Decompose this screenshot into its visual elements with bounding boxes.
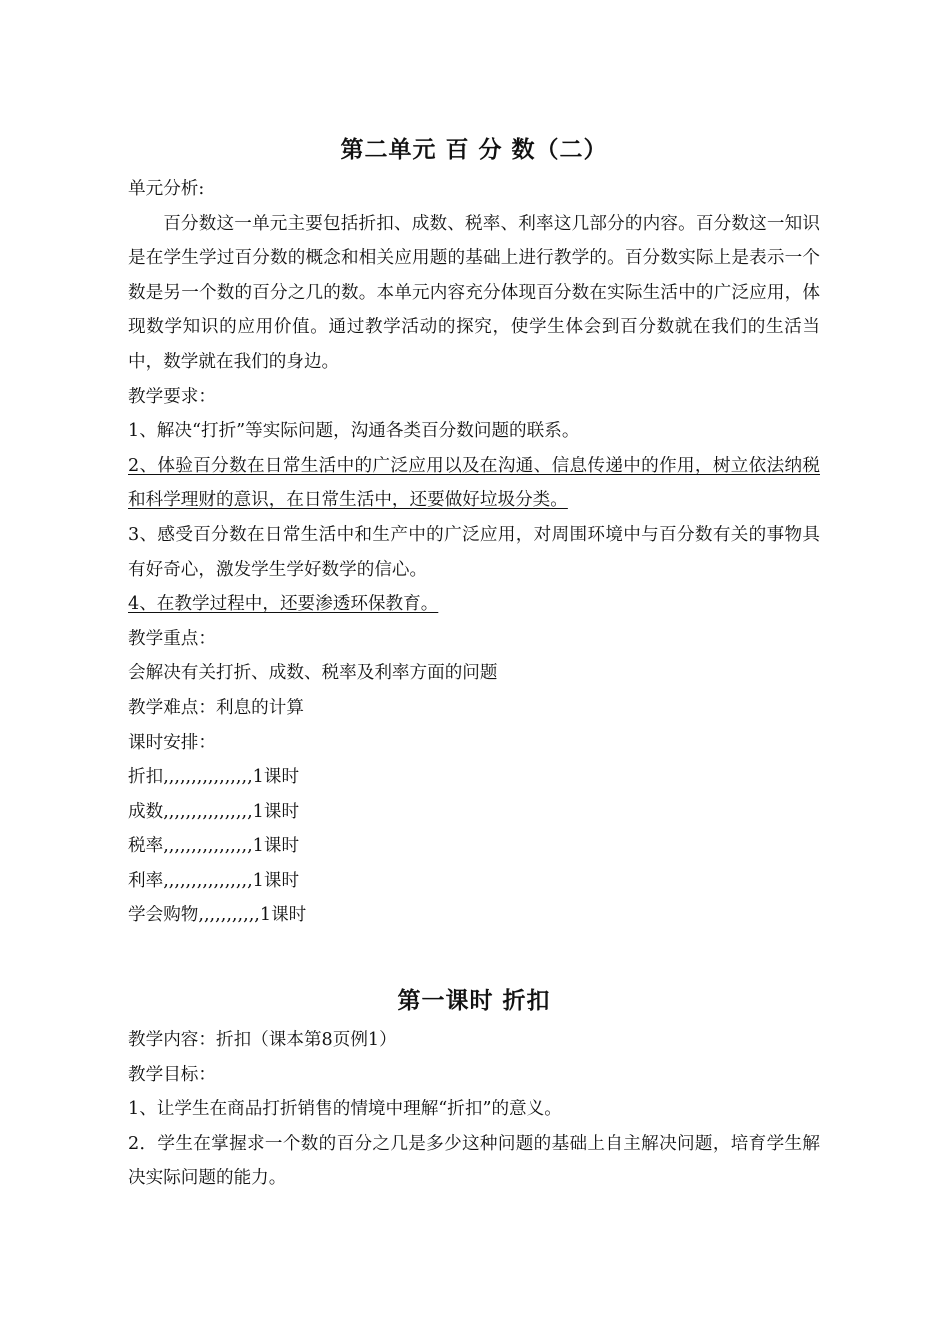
- key-points-label: 教学重点：: [128, 628, 216, 649]
- lesson-title: 第一课时 折扣: [397, 988, 551, 1015]
- key-points-text: 会解决有关打折、成数、税率及利率方面的问题: [128, 663, 498, 684]
- unit-analysis-label: 单元分析:: [128, 179, 205, 199]
- document-page: [128, 128, 820, 1196]
- schedule-item: 学会购物,,,,,,,,,,,1课时: [128, 905, 307, 926]
- requirement-item-1: 1、解决“打折”等实际问题，沟通各类百分数问题的联系。: [128, 421, 580, 442]
- objective-item-1: 1、让学生在商品打折销售的情境中理解“折扣”的意义。: [128, 1099, 562, 1120]
- requirements-label: 教学要求：: [128, 386, 216, 407]
- lesson-content-text: 教学内容：折扣（课本第8页例1）: [128, 1030, 397, 1051]
- schedule-label: 课时安排：: [128, 732, 216, 753]
- schedule-item: 成数,,,,,,,,,,,,,,,,1课时: [128, 801, 300, 822]
- schedule-item: 折扣,,,,,,,,,,,,,,,,1课时: [128, 767, 300, 788]
- unit-title: 第二单元 百 分 数（二）: [340, 137, 608, 163]
- difficulty-text: 教学难点：利息的计算: [128, 697, 304, 718]
- requirement-item-4: 4、在教学过程中，还要渗透环保教育。: [128, 594, 439, 615]
- unit-analysis-paragraph: 百分数这一单元主要包括折扣、成数、税率、利率这几部分的内容。百分数这一知识是在学生学过百分数的概念和相关应用题的基础上进行教学的。百分数实际上是表示一个数是另一个数的百分之几的数。本单元内容充分体现百分数在实际生活中的广泛应用，体现数学知识的应用价值。通过教学活动的探究，使学生体会到百分数就在我们的生活当中，数学就在我们的身边。: [128, 213, 820, 372]
- schedule-item: 利率,,,,,,,,,,,,,,,,1课时: [128, 870, 300, 891]
- schedule-item: 税率,,,,,,,,,,,,,,,,1课时: [128, 836, 300, 857]
- requirement-item-3: 3、感受百分数在日常生活中和生产中的广泛应用，对周围环境中与百分数有关的事物具有好奇心，激发学生学好数学的信心。: [128, 524, 820, 580]
- objective-item-2: 2．学生在掌握求一个数的百分之几是多少这种问题的基础上自主解决问题，培育学生解决实际问题的能力。: [128, 1133, 820, 1189]
- objectives-label: 教学目标：: [128, 1064, 216, 1085]
- requirement-item-2: 2、体验百分数在日常生活中的广泛应用以及在沟通、信息传递中的作用，树立依法纳税和科学理财的意识，在日常生活中，还要做好垃圾分类。: [128, 455, 820, 511]
